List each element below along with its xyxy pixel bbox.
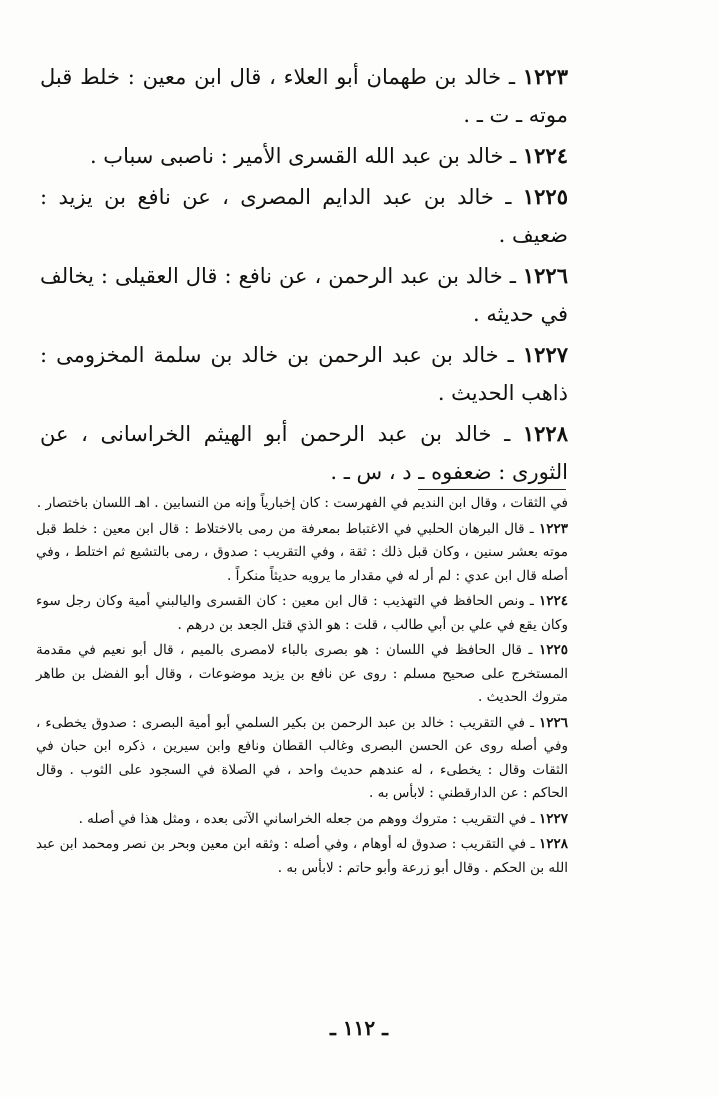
- footnotes: [36, 492, 568, 882]
- entry-1224: [40, 137, 568, 175]
- footnote-1226: [36, 712, 568, 806]
- entry-1223: [40, 58, 568, 134]
- entry-1225: [40, 178, 568, 254]
- footnote-divider: [418, 489, 566, 490]
- footnote-continuation: [36, 492, 568, 516]
- footnote-text: ـ قال البرهان الحلبي في الاغتباط بمعرفة من رمى بالاختلاط : قال ابن معين : خلط قبل موته بعشر سنين ، وكان قبل ذلك : ثقة ، وفي التقريب : صدوق ، رمى بالتشيع ثم اختلط ، وفي أصله قال ابن عدي : لم أر له في مقدار ما يرويه حديثاً منكراً .: [36, 520, 568, 584]
- footnote-text: ـ في التقريب : متروك ووهم من جعله الخراساني الآتى بعده ، ومثل هذا في أصله .: [78, 810, 535, 827]
- footnote-number: ١٢٢٥: [538, 642, 568, 658]
- footnote-text: ـ في التقريب : صدوق له أوهام ، وفي أصله : وثقه ابن معين وبحر بن نصر ومحمد ابن عبد الله بن الحكم . وقال أبو زرعة وأبو حاتم : لابأس به .: [36, 836, 568, 876]
- footnote-number: ١٢٢٤: [538, 593, 568, 609]
- entry-number: ١٢٢٧: [522, 342, 569, 367]
- footnote-text: ـ ونص الحافظ في التهذيب : قال ابن معين : كان القسرى واليالبني أمية وكان رجل سوء وكان يقع في علي بن أبي طالب ، قلت : هو الذي قتل الجعد بن درهم .: [36, 593, 568, 633]
- footnote-text: ـ قال الحافظ في اللسان : هو بصرى بالباء لامصرى بالميم ، قال أبو نعيم في مقدمة المستخرج على صحيح مسلم : روى عن نافع بن يزيد موضوعات ، وقال أبو الفضل بن طاهر متروك الحديث .: [36, 642, 568, 705]
- footnote-1225: [36, 639, 568, 710]
- entry-number: ١٢٢٨: [522, 421, 568, 446]
- entry-1227: [40, 336, 568, 412]
- footnote-text: ـ في التقريب : خالد بن عبد الرحمن بن بكير السلمي أبو أمية البصرى : صدوق يخطىء ، وفي أصله روى عن الحسن البصرى وغالب القطان ونافع وابن سيرين ، ذكره ابن حبان في الثقات وقال : يخطىء ، له عندهم حديث واحد ، في الصلاة في السجود على الثوب . وقال الحاكم : عن الدارقطني : لابأس به .: [36, 714, 568, 801]
- main-text: [40, 58, 568, 494]
- entry-text: ـ خالد بن عبد الرحمن ، عن نافع : قال العقيلى : يخالف في حديثه .: [40, 264, 568, 326]
- footnote-1228: [36, 833, 568, 880]
- entry-number: ١٢٢٥: [522, 184, 568, 209]
- page-number-text: ـ ١١٢ ـ: [330, 1016, 388, 1040]
- footnote-1224: [36, 590, 568, 637]
- footnote-1223: [36, 518, 568, 589]
- entry-1226: [40, 257, 568, 333]
- page-number: [0, 1016, 718, 1040]
- footnote-number: ١٢٢٧: [538, 810, 568, 827]
- entry-text: ـ خالد بن طهمان أبو العلاء ، قال ابن معين : خلط قبل موته ـ ت ـ .: [40, 65, 568, 127]
- footnote-number: ١٢٢٣: [539, 520, 569, 537]
- footnote-1227: [36, 808, 568, 832]
- entry-text: ـ خالد بن عبد الرحمن بن خالد بن سلمة المخزومى : ذاهب الحديث .: [40, 343, 568, 405]
- entry-number: ١٢٢٦: [522, 263, 568, 288]
- entry-text: ـ خالد بن عبد الدايم المصرى ، عن نافع بن يزيد : ضعيف .: [40, 185, 568, 247]
- entry-1228: [40, 415, 568, 491]
- entry-text: ـ خالد بن عبد الرحمن أبو الهيثم الخراسانى ، عن الثورى : ضعفوه ـ د ، س ـ .: [40, 422, 568, 484]
- footnote-number: ١٢٢٦: [538, 714, 568, 731]
- footnote-text: في الثقات ، وقال ابن النديم في الفهرست : كان إخبارياً وإنه من النسابين . اهـ اللسان باختصار .: [36, 495, 568, 511]
- entry-number: ١٢٢٣: [522, 64, 568, 89]
- entry-text: ـ خالد بن عبد الله القسرى الأمير : ناصبى سباب .: [89, 144, 517, 168]
- entry-number: ١٢٢٤: [522, 143, 568, 168]
- footnote-number: ١٢٢٨: [539, 836, 569, 852]
